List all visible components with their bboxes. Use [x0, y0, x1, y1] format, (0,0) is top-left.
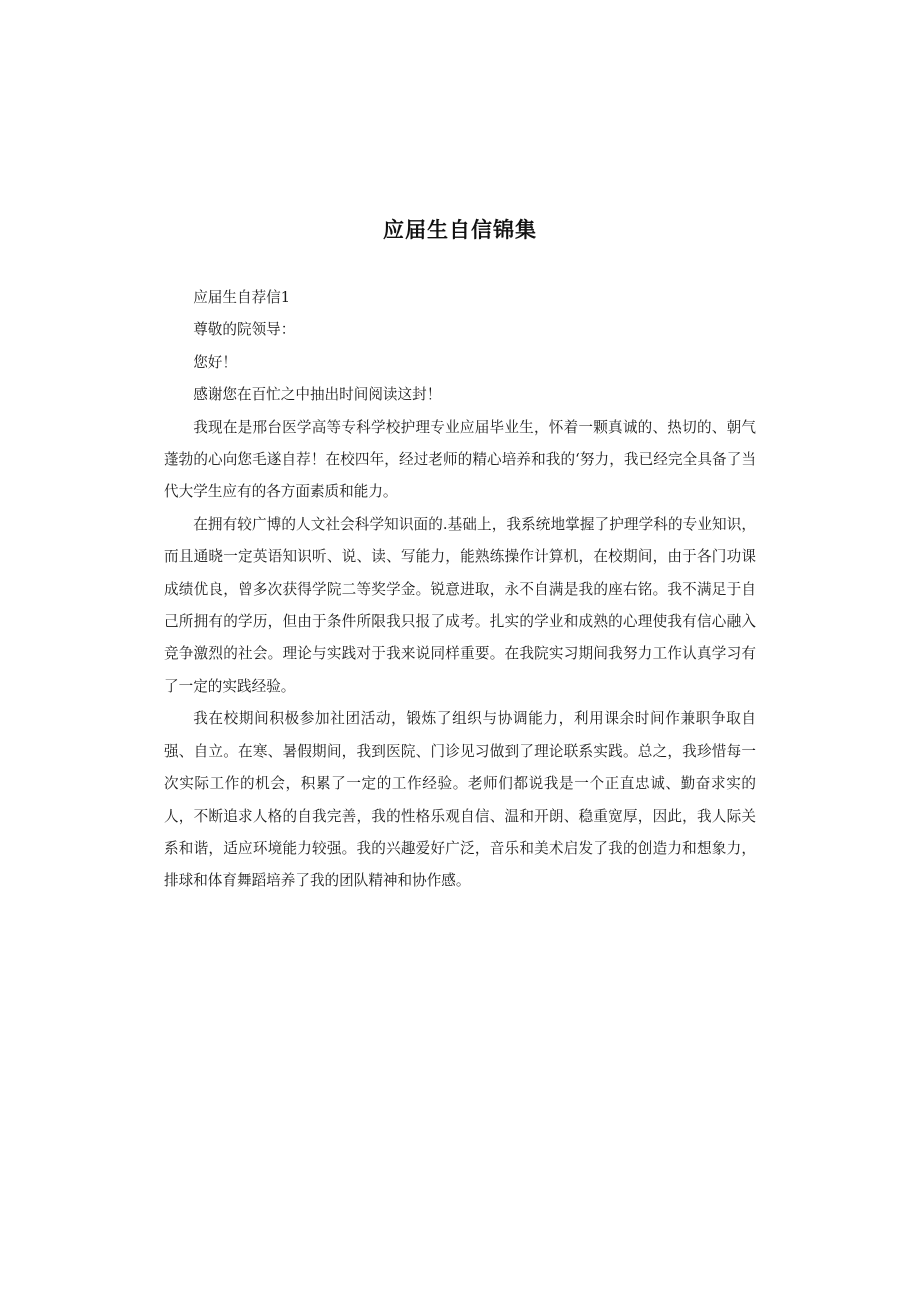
paragraph-activities: 我在校期间积极参加社团活动，锻炼了组织与协调能力，利用课余时间作兼职争取自强、自立。在寒、暑假期间，我到医院、门诊见习做到了理论联系实践。总之，我珍惜每一次实际工作的机会，积累了一定的工作经验。老师们都说我是一个正直忠诚、勤奋求实的人，不断追求人格的自我完善，我的性格乐观自信、温和开朗、稳重宽厚，因此，我人际关系和谐，适应环境能力较强。我的兴趣爱好广泛，音乐和美术启发了我的创造力和想象力，排球和体育舞蹈培养了我的团队精神和协作感。	[164, 710, 756, 890]
paragraph-knowledge: 在拥有较广博的人文社会科学知识面的.基础上，我系统地掌握了护理学科的专业知识，而且通晓一定英语知识听、说、读、写能力，能熟练操作计算机，在校期间，由于各门功课成绩优良，曾多次获得学院二等奖学金。锐意进取，永不自满是我的座右铭。我不满足于自己所拥有的学历，但由于条件所限我只报了成考。扎实的学业和成熟的心理使我有信心融入竞争激烈的社会。理论与实践对于我来说同样重要。在我院实习期间我努力工作认真学习有了一定的实践经验。	[164, 515, 756, 695]
paragraph-introduction: 我现在是邢台医学高等专科学校护理专业应届毕业生，怀着一颗真诚的、热切的、朝气蓬勃的心向您毛遂自荐！在校四年，经过老师的精心培养和我的‘努力，我已经完全具备了当代大学生应有的各方面素质和能力。	[164, 418, 756, 501]
letter-greeting: 您好！	[193, 353, 237, 371]
document-body	[164, 282, 756, 898]
letter-thanks: 感谢您在百忙之中抽出时间阅读这封！	[193, 386, 442, 404]
document-title: 应届生自信锦集	[383, 218, 537, 242]
letter-salutation: 尊敬的院领导：	[193, 321, 296, 339]
letter-heading: 应届生自荐信1	[193, 289, 291, 306]
